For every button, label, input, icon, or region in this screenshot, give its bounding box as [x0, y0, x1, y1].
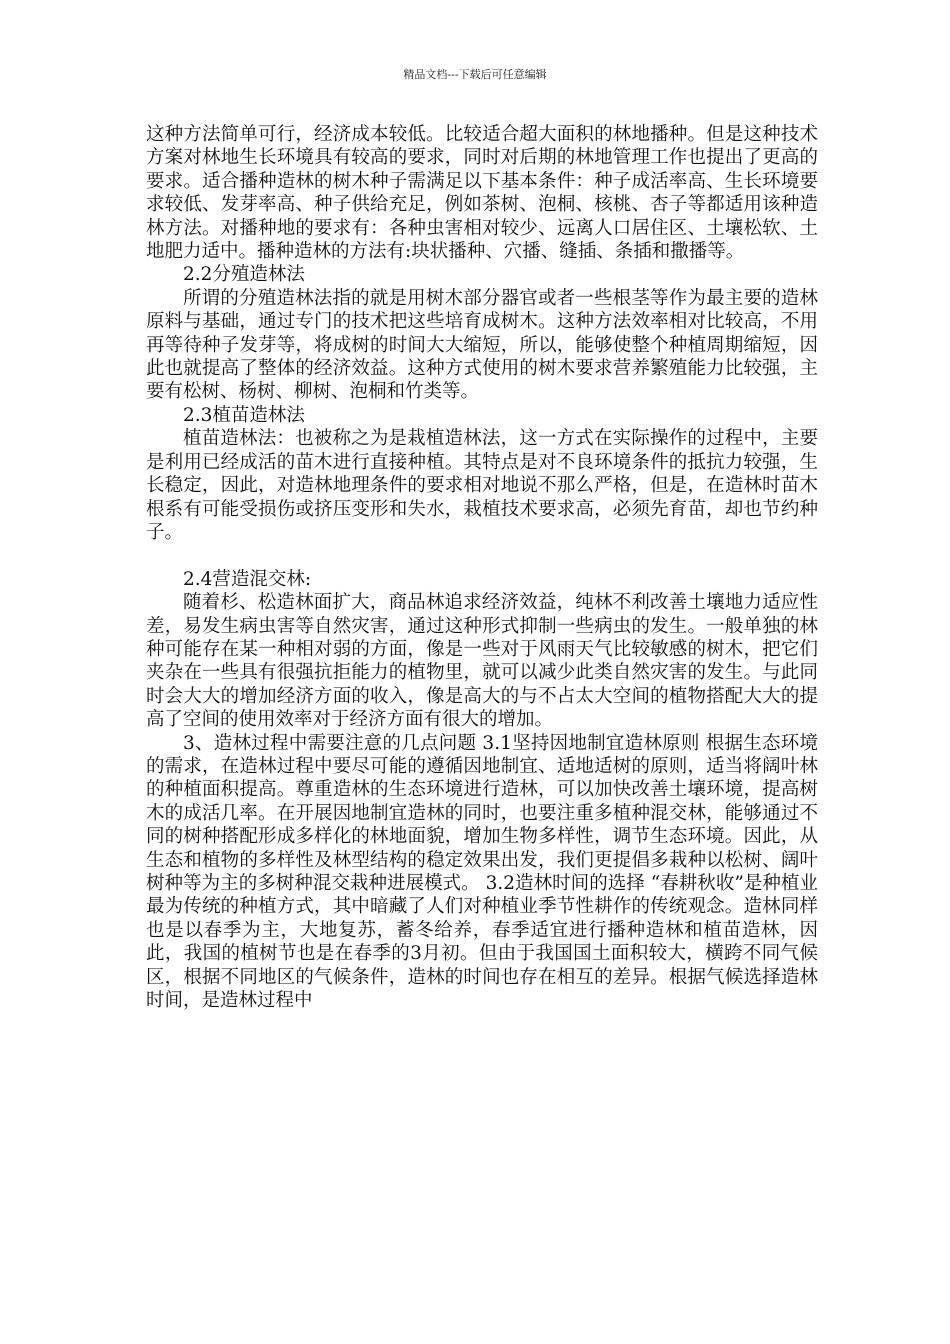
- blank-line: [146, 544, 818, 567]
- page-header: 精品文档---下载后可任意编辑: [403, 68, 547, 81]
- paragraph-sowing-method: 这种方法简单可行，经济成本较低。比较适合超大面积的林地播种。但是这种技术方案对林地生长环境具有较高的要求，同时对后期的林地管理工作也提出了更高的要求。适合播种造林的树木种子需满足以下基本条件：种子成活率高、生长环境要求较低、发芽率高、种子供给充足，例如茶树、泡桐、核桃、杏子等都适用该种造林方法。对播种地的要求有：各种虫害相对较少、远离人口居住区、土壤松软、土地肥力适中。播种造林的方法有:块状播种、穴播、缝插、条插和撒播等。: [146, 124, 818, 263]
- paragraph-2-2: 所谓的分殖造林法指的就是用树木部分器官或者一些根茎等作为最主要的造林原料与基础，通过专门的技术把这些培育成树木。这种方法效率相对比较高，不用再等待种子发芽等，将成树的时间大大缩短，所以，能够使整个种植周期缩短，因此也就提高了整体的经济效益。这种方式使用的树木要求营养繁殖能力比较强，主要有松树、杨树、柳树、泡桐和竹类等。: [146, 287, 818, 403]
- document-body: [146, 123, 818, 1012]
- heading-2-2: 2.2分殖造林法: [183, 264, 305, 286]
- paragraph-section-3: 3、造林过程中需要注意的几点问题 3.1坚持因地制宜造林原则 根据生态环境的需求，在造林过程中要尽可能的遵循因地制宜、适地适树的原则，适当将阔叶林的种植面积提高。尊重造林的生态环境进行造林，可以加快改善土壤环境，提高树木的成活几率。在开展因地制宜造林的同时，也要注重多植种混交林，能够通过不同的树种搭配形成多样化的林地面貌，增加生物多样性，调节生态环境。因此，从生态和植物的多样性及林型结构的稳定效果出发，我们更提倡多栽种以松树、阔叶树种等为主的多树种混交栽种进展模式。 3.2造林时间的选择 “春耕秋收”是种植业最为传统的种植方式，其中暗藏了人们对种植业季节性耕作的传统观念。造林同样也是以春季为主，大地复苏，蓄冬给养，春季适宜进行播种造林和植苗造林，因此，我国的植树节也是在春季的3月初。但由于我国国土面积较大，横跨不同气候区，根据不同地区的气候条件，造林的时间也存在相互的差异。根据气候选择造林时间，是造林过程中: [146, 732, 818, 1012]
- paragraph-2-4: 随着杉、松造林面扩大，商品林追求经济效益，纯林不利改善土壤地力适应性差，易发生病虫害等自然灾害，通过这种形式抑制一些病虫的发生。一般单独的林种可能存在某一种相对弱的方面，像是一些对于风雨天气比较敏感的树木，把它们夹杂在一些具有很强抗拒能力的植物里，就可以减少此类自然灾害的发生。与此同时会大大的增加经济方面的收入，像是高大的与不占太大空间的植物搭配大大的提高了空间的使用效率对于经济方面有很大的增加。: [146, 592, 818, 731]
- heading-2-4: 2.4营造混交林:: [183, 568, 312, 590]
- paragraph-2-3: 植苗造林法：也被称之为是栽植造林法，这一方式在实际操作的过程中，主要是利用已经成活的苗木进行直接种植。其特点是对不良环境条件的抵抗力较强，生长稳定，因此，对造林地理条件的要求相对地说不那么严格，但是，在造林时苗木根系有可能受损伤或挤压变形和失水，栽植技术要求高，必须先育苗，却也节约种子。: [146, 428, 818, 543]
- heading-2-3: 2.3植苗造林法: [183, 404, 305, 426]
